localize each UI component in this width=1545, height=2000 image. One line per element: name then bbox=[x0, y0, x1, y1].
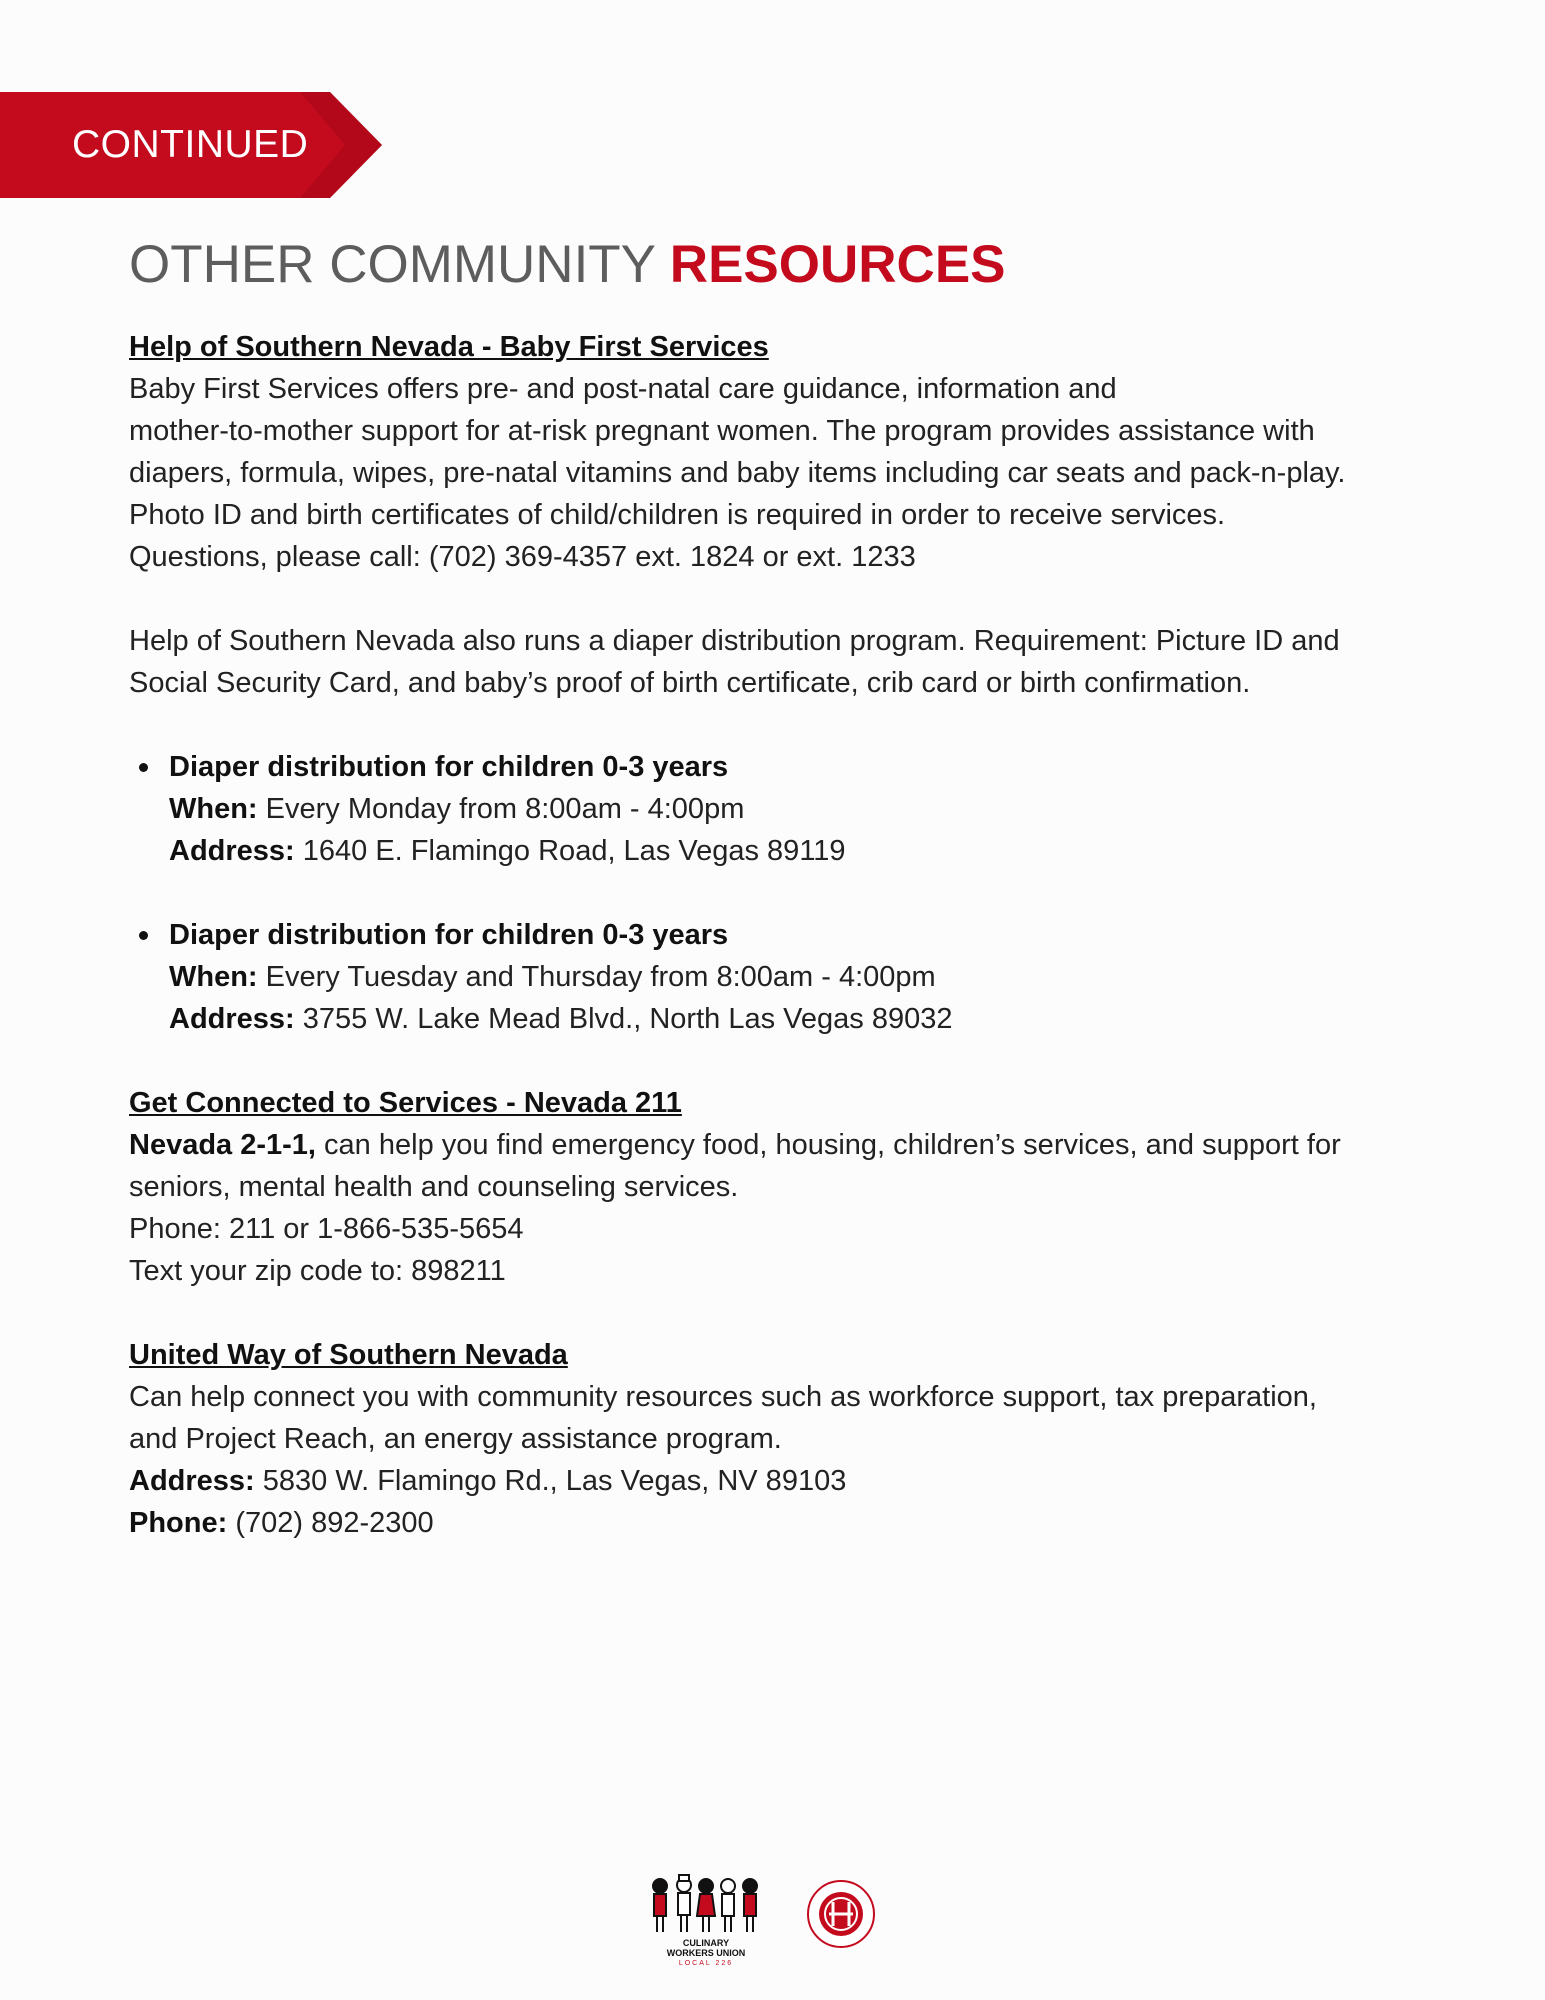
text-zip-line: Text your zip code to: 898211 bbox=[129, 1255, 506, 1287]
section-heading: Help of Southern Nevada - Baby First Services bbox=[129, 331, 769, 363]
union-logo-text-3: LOCAL 226 bbox=[678, 1960, 734, 1967]
diaper-program-paragraph bbox=[129, 620, 1429, 704]
address-value: 1640 E. Flamingo Road, Las Vegas 89119 bbox=[294, 835, 846, 867]
diaper-distribution-list bbox=[129, 746, 1429, 1040]
text-line: can help you find emergency food, housing, children’s services, and support for bbox=[316, 1129, 1341, 1161]
section-heading: Get Connected to Services - Nevada 211 bbox=[129, 1087, 682, 1119]
text-line: Baby First Services offers pre- and post-natal care guidance, information and bbox=[129, 373, 1117, 405]
address-value: 3755 W. Lake Mead Blvd., North Las Vegas 89032 bbox=[294, 1003, 953, 1035]
union-logo-text-2: WORKERS UNION bbox=[666, 1948, 746, 1958]
banner-label: CONTINUED bbox=[72, 123, 309, 166]
address-label: Address: bbox=[129, 1465, 255, 1497]
nevada-211-text bbox=[129, 1124, 1429, 1292]
help-southern-nevada-section bbox=[129, 326, 1429, 1040]
bartenders-union-seal bbox=[808, 1881, 874, 1947]
phone-label: Phone: bbox=[129, 1507, 228, 1539]
united-way-section bbox=[129, 1334, 1429, 1544]
item-title: Diaper distribution for children 0-3 years bbox=[169, 751, 729, 783]
union-logo-text-1: CULINARY bbox=[682, 1938, 730, 1948]
text-line: and Project Reach, an energy assistance program. bbox=[129, 1423, 782, 1455]
when-value: Every Tuesday and Thursday from 8:00am - 4:00pm bbox=[257, 961, 936, 993]
address-label: Address: bbox=[169, 1003, 295, 1035]
culinary-union-logo bbox=[636, 1870, 896, 1970]
list-item bbox=[169, 914, 1429, 1040]
address-value: 5830 W. Flamingo Rd., Las Vegas, NV 89103 bbox=[254, 1465, 847, 1497]
phone-line: Phone: 211 or 1-866-535-5654 bbox=[129, 1213, 524, 1245]
text-line: Questions, please call: (702) 369-4357 ext. 1824 or ext. 1233 bbox=[129, 541, 916, 573]
when-label: When: bbox=[169, 961, 258, 993]
text-line: mother-to-mother support for at-risk pregnant women. The program provides assistance with bbox=[129, 415, 1315, 447]
baby-first-paragraph bbox=[129, 368, 1429, 578]
title-accent: RESOURCES bbox=[669, 235, 1006, 294]
phone-value: (702) 892-2300 bbox=[227, 1507, 434, 1539]
text-line: seniors, mental health and counseling services. bbox=[129, 1171, 739, 1203]
text-line: Help of Southern Nevada also runs a diaper distribution program. Requirement: Picture ID and bbox=[129, 625, 1340, 657]
main-content bbox=[129, 230, 1429, 1544]
item-title: Diaper distribution for children 0-3 years bbox=[169, 919, 729, 951]
united-way-text bbox=[129, 1376, 1429, 1544]
continued-banner bbox=[0, 92, 382, 198]
address-label: Address: bbox=[169, 835, 295, 867]
section-heading: United Way of Southern Nevada bbox=[129, 1339, 568, 1371]
when-label: When: bbox=[169, 793, 258, 825]
text-line: Can help connect you with community resources such as workforce support, tax preparation, bbox=[129, 1381, 1317, 1413]
when-value: Every Monday from 8:00am - 4:00pm bbox=[257, 793, 745, 825]
footer-logos bbox=[636, 1870, 896, 1970]
list-item bbox=[169, 746, 1429, 872]
page-title bbox=[129, 230, 1429, 300]
text-line: Social Security Card, and baby’s proof of birth certificate, crib card or birth confirmation. bbox=[129, 667, 1251, 699]
text-line: diapers, formula, wipes, pre-natal vitamins and baby items including car seats and pack-n-play. bbox=[129, 457, 1346, 489]
nevada-211-section bbox=[129, 1082, 1429, 1292]
text-line: Photo ID and birth certificates of child/children is required in order to receive services. bbox=[129, 499, 1226, 531]
nevada-211-lead: Nevada 2-1-1, bbox=[129, 1129, 316, 1161]
title-main: OTHER COMMUNITY bbox=[129, 235, 670, 294]
